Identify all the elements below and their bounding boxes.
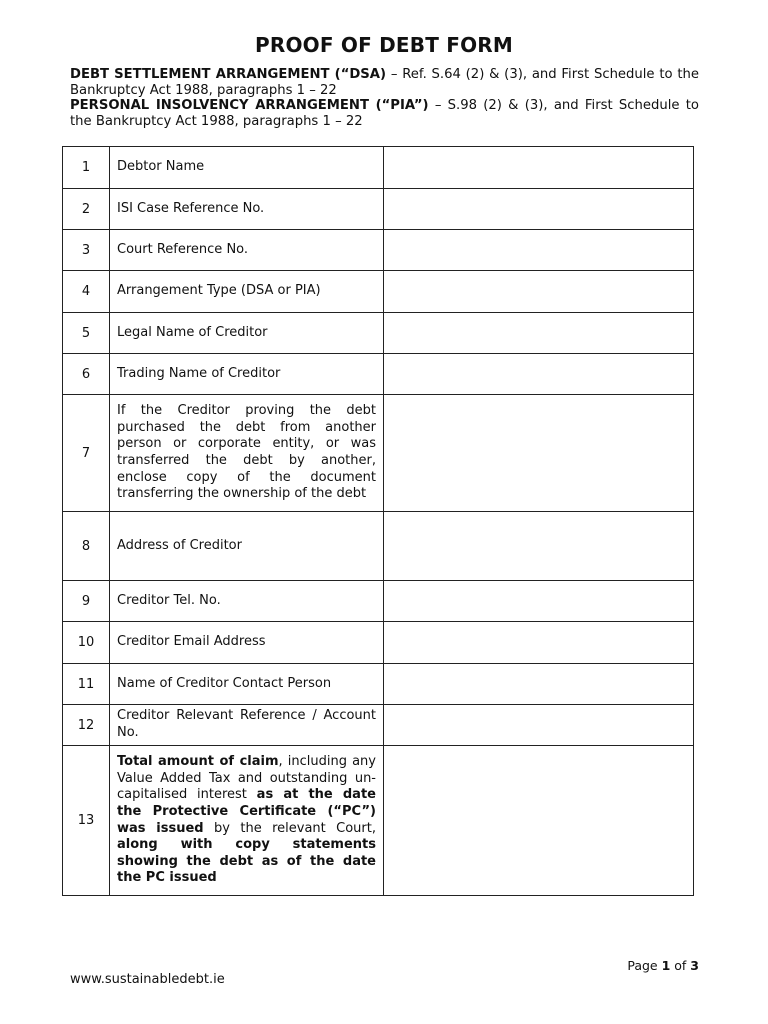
table-row xyxy=(63,746,694,896)
page-separator: of xyxy=(670,958,691,973)
page-current: 1 xyxy=(661,958,671,973)
row-label: Name of Creditor Contact Person xyxy=(110,664,384,705)
row-label: ISI Case Reference No. xyxy=(110,189,384,230)
claim-label-part: Total amount of claim xyxy=(117,754,279,770)
intro-pia-text: – S.98 (2) & (3), and First Schedule to the Bankruptcy Act 1988, paragraphs 1 – 22 xyxy=(70,98,699,129)
row-label: Creditor Relevant Reference / Account No. xyxy=(110,705,384,746)
row-label: Arrangement Type (DSA or PIA) xyxy=(110,271,384,313)
row-label: Trading Name of Creditor xyxy=(110,354,384,395)
intro-dsa-text: – Ref. S.64 (2) & (3), and First Schedule to the Bankruptcy Act 1988, paragraphs 1 – 22 xyxy=(70,67,699,98)
table-row xyxy=(63,230,694,271)
row-number: 12 xyxy=(63,705,110,746)
table-row xyxy=(63,581,694,622)
proof-of-debt-table xyxy=(62,146,694,896)
row-number: 11 xyxy=(63,664,110,705)
claim-label-part: by the relevant Court, xyxy=(203,820,376,836)
total-claim-field[interactable] xyxy=(384,746,694,896)
intro-block xyxy=(70,67,699,129)
table-row xyxy=(63,622,694,664)
row-number: 7 xyxy=(63,395,110,512)
row-label: Address of Creditor xyxy=(110,512,384,581)
table-row xyxy=(63,705,694,746)
row-number: 4 xyxy=(63,271,110,313)
row-label: Legal Name of Creditor xyxy=(110,313,384,354)
claim-label-part: as at the date the Protective Certificate (“PC”) was issued xyxy=(117,787,376,836)
isi-case-reference-field[interactable] xyxy=(384,189,694,230)
row-label: If the Creditor proving the debt purchased the debt from another person or corporate entity, or was transferred the debt by another, enclose copy of the document transferring the ownership of the debt xyxy=(110,395,384,512)
creditor-address-field[interactable] xyxy=(384,512,694,581)
debtor-name-field[interactable] xyxy=(384,147,694,189)
row-number: 6 xyxy=(63,354,110,395)
debt-transfer-field[interactable] xyxy=(384,395,694,512)
legal-name-field[interactable] xyxy=(384,313,694,354)
row-number: 1 xyxy=(63,147,110,189)
footer-url: www.sustainabledebt.ie xyxy=(70,972,225,987)
row-label: Debtor Name xyxy=(110,147,384,189)
page-indicator xyxy=(627,958,699,973)
row-label: Creditor Tel. No. xyxy=(110,581,384,622)
row-label: Creditor Email Address xyxy=(110,622,384,664)
table-row xyxy=(63,395,694,512)
table-row xyxy=(63,354,694,395)
creditor-email-field[interactable] xyxy=(384,622,694,664)
table-row xyxy=(63,271,694,313)
account-reference-field[interactable] xyxy=(384,705,694,746)
court-reference-field[interactable] xyxy=(384,230,694,271)
arrangement-type-field[interactable] xyxy=(384,271,694,313)
page-prefix: Page xyxy=(627,958,662,973)
row-number: 2 xyxy=(63,189,110,230)
row-number: 8 xyxy=(63,512,110,581)
table-row xyxy=(63,147,694,189)
row-number: 10 xyxy=(63,622,110,664)
intro-dsa-line xyxy=(70,67,699,98)
claim-label-part: along with copy statements showing the debt as of the date the PC issued xyxy=(117,837,376,886)
table-row xyxy=(63,664,694,705)
intro-pia-heading: PERSONAL INSOLVENCY ARRANGEMENT (“PIA”) xyxy=(70,98,429,113)
row-number: 9 xyxy=(63,581,110,622)
table-row xyxy=(63,189,694,230)
trading-name-field[interactable] xyxy=(384,354,694,395)
claim-label-part: , including any Value Added Tax and outstanding un-capitalised interest xyxy=(117,754,376,803)
contact-person-field[interactable] xyxy=(384,664,694,705)
row-label: Court Reference No. xyxy=(110,230,384,271)
intro-dsa-heading: DEBT SETTLEMENT ARRANGEMENT (“DSA) xyxy=(70,67,387,82)
row-label xyxy=(110,746,384,896)
table-row xyxy=(63,313,694,354)
row-number: 5 xyxy=(63,313,110,354)
row-number: 3 xyxy=(63,230,110,271)
form-title: PROOF OF DEBT FORM xyxy=(255,33,513,57)
table-row xyxy=(63,512,694,581)
page-total: 3 xyxy=(690,958,699,973)
creditor-tel-field[interactable] xyxy=(384,581,694,622)
intro-pia-line xyxy=(70,98,699,129)
row-number: 13 xyxy=(63,746,110,896)
